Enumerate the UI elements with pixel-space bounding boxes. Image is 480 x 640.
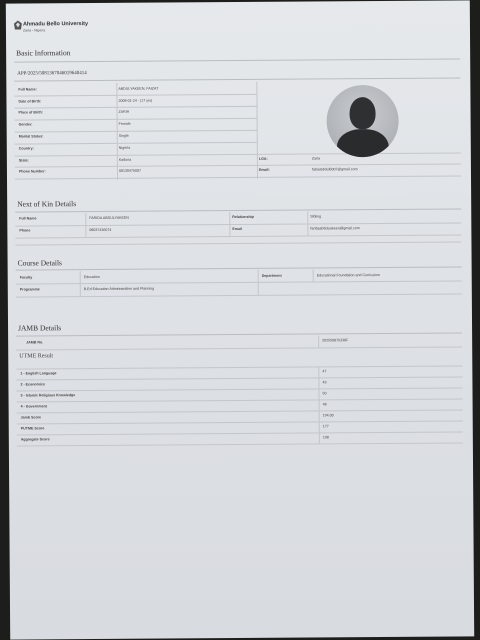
programme-value: B.Ed Education Administration and Planning [83,286,155,292]
aggregate-score-value: 198 [322,435,329,440]
putme-score-value: 177 [322,424,329,429]
marital-status-value: Single [118,133,129,138]
subject-1-score: 47 [322,369,327,374]
programme-label: Programme [19,287,40,292]
phone-label: Phone Number: [18,169,46,174]
abu-crest-icon [14,21,22,30]
jamb-no-value: 202550875338F [322,338,349,343]
state-value: Kaduna [118,157,132,162]
basic-info-title: Basic Information [16,48,71,58]
kin-email-label: Email [232,226,242,232]
jamb-no-label: JAMB No. [26,340,44,345]
kin-relationship-label: Relationship [232,214,254,220]
kin-relationship-value: Sibling [310,214,322,219]
gender-value: Female [118,121,131,126]
full-name-label: Full Name: [18,87,37,92]
dob-label: Date of Birth: [18,99,42,104]
section-divider [16,332,462,336]
section-divider [16,266,462,270]
user-avatar-icon [326,85,399,158]
email-label: Email: [258,167,270,172]
dob-value: 2008-01-24 - (17 yrs) [118,98,153,103]
department-label: Department [261,273,282,278]
subject-3-score: 50 [322,391,327,396]
subject-4-score: 48 [322,402,327,407]
lga-label: LGA: [258,156,268,161]
kin-email-value: faridaabdulyakeen@gmail.com [310,226,360,231]
section-divider [15,208,461,212]
section-divider [14,77,460,81]
subject-2-score: 43 [322,380,327,385]
country-value: Nigeria [118,145,131,150]
faculty-label: Faculty [19,275,33,280]
kin-phone-value: 08037436074 [89,227,112,233]
phone-value: 08130475007 [118,168,141,173]
kin-full-name-value: FARIDA ABDULYAKEEN [89,215,129,221]
section-divider [14,58,460,62]
kin-phone-label: Phone [19,228,31,233]
email-value: fabiatabdul5007@gmail.com [311,167,358,172]
course-details-title: Course Details [17,258,63,268]
university-name: Ahmadu Bello University [22,21,89,28]
gender-label: Gender: [18,122,33,127]
application-number: APP/2025/5081367046019640414 [17,71,87,77]
utme-result-title: UTME Result [19,353,54,360]
putme-score-label: PUTME Score [20,426,45,431]
subject-2-label: 2 - Economics [20,382,45,387]
printed-admission-form [6,0,474,639]
state-label: State: [18,158,29,163]
place-of-birth-value: ZARIA [118,109,130,114]
place-of-birth-label: Place of Birth: [18,110,43,115]
lga-value: Zaria [311,156,321,161]
department-value: Educational Foundation and Curriculum [316,273,380,278]
subject-3-label: 3 - Islamic Religious Knowledge [20,393,76,398]
subject-4-label: 4 - Government [20,404,47,409]
faculty-value: Education [83,274,100,280]
jamb-details-title: JAMB Details [18,323,62,333]
next-of-kin-title: Next of Kin Details [17,199,77,209]
kin-full-name-label: Full Name [19,216,37,221]
subject-1-label: 1 - English Language [20,371,57,376]
full-name-value: ABDULYAKEEN, FAIZAT [118,86,159,91]
university-location: Zaria - Nigeria [22,28,46,33]
country-label: Country: [18,146,34,151]
jamb-score-label: Jamb Score [20,415,42,420]
jamb-score-value: 194.00 [322,413,334,418]
marital-status-label: Marital Status: [18,134,44,139]
aggregate-score-label: Aggregate Score [20,437,50,442]
